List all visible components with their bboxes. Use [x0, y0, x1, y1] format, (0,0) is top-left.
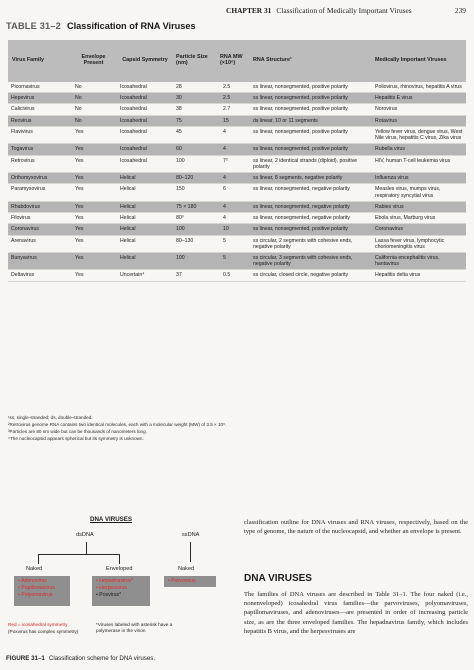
table-cell: Filovirus	[11, 215, 31, 222]
body-paragraph: The families of DNA viruses are described in Table 31–1. The four naked (i.e., nonenveloped) icosahedral virus families—the parvoviruses, polyomaviruses, papillomaviruses, and adenoviruses—are presented in order of increasing particle size, as are the three enveloped families. The hepadnavirus family, which includes hepatitis B virus, and the herpesviruses are	[244, 591, 468, 635]
table-cell: Retrovirus	[11, 157, 35, 164]
table-title	[6, 21, 196, 31]
table-row	[8, 156, 466, 173]
chapter-label: CHAPTER 31 Classification of Medically Important Viruses	[226, 6, 412, 15]
table-cell: Yellow fever virus, dengue virus, West Nile virus, hepatitis C virus, Zika virus	[375, 128, 463, 142]
table-cell: Helical	[120, 175, 136, 182]
table-row	[8, 202, 466, 213]
naked-label: Naked	[26, 566, 43, 572]
table-cell: Yes	[75, 215, 84, 222]
virus-item: • Hepadnavirus*	[96, 578, 134, 584]
table-cell: Icosahedral	[120, 117, 147, 124]
legend-poxvirus: (Poxvirus has complex symmetry)	[8, 629, 79, 634]
table-cell: 0.5	[223, 272, 231, 279]
table-cell: 100	[176, 254, 185, 261]
table-cell: ss linear, nonsegmented, positive polarity	[253, 128, 348, 135]
body-paragraph: classification outline for DNA viruses and RNA viruses, respectively, based on the type of genome, the nature of the nucleocapsid, and whether an envelope is present.	[244, 519, 468, 536]
table-cell: 28	[176, 84, 182, 90]
table-row	[8, 173, 466, 184]
table-cell: Icosahedral	[120, 84, 147, 90]
section-heading: DNA VIRUSES	[244, 573, 312, 584]
connector-line	[86, 542, 87, 554]
column-header: RNA MW (×10⁶)	[220, 54, 243, 66]
table-caption: Classification of RNA Viruses	[66, 21, 196, 31]
table-cell: Ebola virus, Marburg virus	[375, 215, 436, 222]
table-cell: No	[75, 95, 82, 102]
table-cell: 60	[176, 146, 182, 153]
table-cell: Deltavirus	[11, 272, 35, 279]
table-row	[8, 82, 466, 93]
table-cell: Rotavirus	[375, 117, 397, 124]
page-number: 239	[454, 6, 466, 15]
table-cell: No	[75, 117, 82, 124]
table-cell: ss linear, nonsegmented, negative polarity	[253, 186, 350, 193]
table-cell: 4	[223, 203, 226, 210]
naked-ssdna-box	[164, 576, 216, 587]
table-cell: ss circular, closed circle, negative polarity	[253, 272, 349, 279]
table-cell: Icosahedral	[120, 128, 147, 135]
table-cell: 80–120	[176, 175, 194, 182]
table-cell: 2.7	[223, 106, 231, 113]
table-cell: Icosahedral	[120, 157, 147, 164]
table-cell: ss linear, nonsegmented, positive polarity	[253, 84, 348, 90]
naked-dsdna-box	[14, 576, 70, 606]
naked-ss-label: Naked	[178, 566, 195, 572]
table-row	[8, 93, 466, 104]
table-cell: 5	[223, 254, 226, 261]
footnote: ⁴The nucleocapsid appears spherical but its symmetry is unknown.	[8, 436, 144, 442]
table-cell: Hepatitis E virus	[375, 95, 413, 102]
connector-line	[119, 554, 120, 564]
column-header: Envelope Present	[81, 54, 106, 66]
table-cell: 80³	[176, 215, 184, 222]
table-cell: 75	[176, 117, 182, 124]
table-cell: Flavivirus	[11, 128, 33, 135]
virus-item: • Polyomavirus	[18, 592, 53, 599]
table-cell: Helical	[120, 254, 136, 261]
connector-line	[190, 542, 191, 562]
table-cell: Influenza virus	[375, 175, 409, 182]
footnote: ³Particles are 80 nm wide but can be thousands of nanometers long.	[8, 429, 147, 435]
table-cell: Yes	[75, 272, 84, 279]
table-cell: Helical	[120, 203, 136, 210]
table-cell: ss circular, 2 segments with cohesive ends, negative polarity	[253, 237, 353, 250]
table-cell: Coronavirus	[375, 226, 403, 233]
table-cell: Helical	[120, 215, 136, 222]
table-cell: Picornavirus	[11, 84, 40, 90]
column-header: Virus Family	[12, 57, 44, 64]
table-cell: Lassa fever virus, lymphocytic choriomeningitis virus	[375, 237, 445, 250]
dna-virus-diagram	[8, 516, 226, 651]
enveloped-dsdna-box	[92, 576, 150, 606]
table-cell: ss linear, 8 segments, negative polarity	[253, 175, 343, 182]
column-header: Medically Important Viruses	[375, 57, 447, 64]
table-cell: Helical	[120, 226, 136, 233]
figure-label: FIGURE 31–1	[6, 655, 45, 662]
table-cell: Poliovirus, rhinovirus, hepatitis A virus	[375, 84, 462, 90]
table-cell: 4	[223, 128, 226, 135]
diagram-title: DNA VIRUSES	[90, 516, 133, 523]
table-cell: California encephalitis virus, hantavirus	[375, 254, 440, 268]
table-cell: Paramyxovirus	[11, 186, 46, 193]
table-cell: 37	[176, 272, 182, 279]
column-header: Capsid Symmetry	[122, 57, 168, 64]
table-cell: Yes	[75, 203, 84, 210]
column-header: Particle Size (nm)	[176, 54, 208, 66]
table-cell: 150	[176, 186, 185, 193]
footnote: ¹ss, single-stranded; ds, double-stranded.	[8, 415, 93, 420]
table-cell: 100	[176, 226, 185, 233]
table-cell: Hepevirus	[11, 95, 35, 102]
table-row	[8, 213, 466, 224]
table-cell: Yes	[75, 254, 84, 261]
table-row	[8, 253, 466, 270]
table-cell: Icosahedral	[120, 95, 147, 102]
table-cell: 100	[176, 157, 185, 164]
enveloped-label: Enveloped	[106, 566, 133, 572]
table-header-row	[8, 40, 466, 82]
table-cell: Icosahedral	[120, 106, 147, 113]
table-cell: 10	[223, 226, 229, 233]
column-header: RNA Structure¹	[253, 57, 292, 64]
table-cell: ss linear, nonsegmented, positive polarity	[253, 95, 348, 102]
footnote: ²Retrovirus genome RNA contains two identical molecules, each with a molecular weight (MW) of 3.5 × 10⁶.	[8, 422, 227, 428]
ssdna-label: ssDNA	[182, 532, 200, 538]
table-cell: 30	[176, 95, 182, 102]
table-cell: ss linear, nonsegmented, positive polarity	[253, 106, 348, 113]
table-footnotes	[8, 414, 226, 442]
table-cell: No	[75, 106, 82, 113]
table-cell: ss linear, 2 identical strands (diploid), positive polarity	[253, 157, 358, 170]
table-cell: No	[75, 84, 82, 90]
table-cell: Measles virus, mumps virus, respiratory syncytial virus	[375, 186, 441, 199]
table-cell: Icosahedral	[120, 146, 147, 153]
table-cell: 38	[176, 106, 182, 113]
dsdna-label: dsDNA	[76, 532, 94, 538]
asterisk-note: *Viruses labeled with asterisk have a polymerase in the virion	[96, 622, 173, 634]
table-row	[8, 270, 466, 281]
table-cell: ss linear, nonsegmented, negative polarity	[253, 215, 350, 222]
table-row	[8, 116, 466, 127]
table-cell: Hepatitis delta virus	[375, 272, 421, 279]
table-cell: 4	[223, 215, 226, 222]
table-cell: ss linear, nonsegmented, positive polarity	[253, 146, 348, 153]
table-cell: Togavirus	[11, 146, 34, 153]
page-header	[226, 6, 466, 15]
table-cell: Rabies virus	[375, 203, 404, 210]
rna-virus-table	[8, 40, 466, 282]
table-cell: 7²	[223, 157, 228, 164]
table-cell: 4	[223, 175, 226, 182]
table-cell: ss linear, nonsegmented, positive polarity	[253, 226, 348, 233]
virus-item: • Adenovirus	[18, 578, 47, 584]
table-cell: Helical	[120, 186, 136, 193]
figure-caption	[6, 655, 155, 662]
table-cell: Calicivirus	[11, 106, 35, 113]
table-cell: Coronavirus	[11, 226, 39, 233]
table-body	[8, 82, 466, 282]
table-cell: ss linear, nonsegmented, negative polarity	[253, 203, 350, 210]
table-cell: Rubella virus	[375, 146, 405, 153]
connector-line	[38, 554, 120, 555]
table-cell: ss circular, 3 segments with cohesive ends, negative polarity	[253, 254, 353, 268]
table-cell: Yes	[75, 237, 84, 244]
table-cell: 45	[176, 128, 182, 135]
table-number: TABLE 31–2	[6, 21, 61, 31]
table-cell: Rhabdovirus	[11, 203, 41, 210]
figure-text: Classification scheme for DNA viruses.	[48, 655, 156, 662]
table-row	[8, 224, 466, 235]
virus-item: • Herpesvirus	[96, 585, 127, 592]
table-cell: Yes	[75, 186, 84, 193]
table-row	[8, 104, 466, 115]
table-cell: Yes	[75, 157, 84, 164]
table-cell: Orthomyxovirus	[11, 175, 48, 182]
table-cell: 75 × 180	[176, 203, 197, 210]
virus-item: • Poxvirus*	[96, 592, 122, 599]
table-row	[8, 127, 466, 144]
table-cell: Reovirus	[11, 117, 32, 124]
table-cell: Yes	[75, 128, 84, 135]
table-cell: ds linear, 10 or 11 segments	[253, 117, 318, 124]
table-cell: Yes	[75, 226, 84, 233]
table-cell: HIV, human T-cell leukemia virus	[375, 157, 451, 164]
table-row	[8, 184, 466, 201]
table-cell: Arenavirus	[11, 237, 36, 244]
table-cell: 6	[223, 186, 226, 193]
table-cell: Helical	[120, 237, 136, 244]
table-row	[8, 144, 466, 155]
table-cell: Yes	[75, 146, 84, 153]
table-cell: 2.5	[223, 84, 231, 90]
table-cell: Bunyavirus	[11, 254, 37, 261]
virus-item: • Papillomavirus	[18, 585, 55, 592]
table-cell: 15	[223, 117, 229, 124]
table-cell: Yes	[75, 175, 84, 182]
legend-red: Red = icosahedral symmetry	[8, 622, 68, 627]
table-row	[8, 236, 466, 253]
virus-item: • Parvovirus	[168, 578, 196, 584]
table-cell: Norovirus	[375, 106, 398, 113]
table-cell: Uncertain⁴	[120, 272, 145, 279]
table-cell: 80–130	[176, 237, 194, 244]
table-cell: 4	[223, 146, 226, 153]
connector-line	[38, 554, 39, 564]
table-cell: 2.5	[223, 95, 231, 102]
table-cell: 5	[223, 237, 226, 244]
